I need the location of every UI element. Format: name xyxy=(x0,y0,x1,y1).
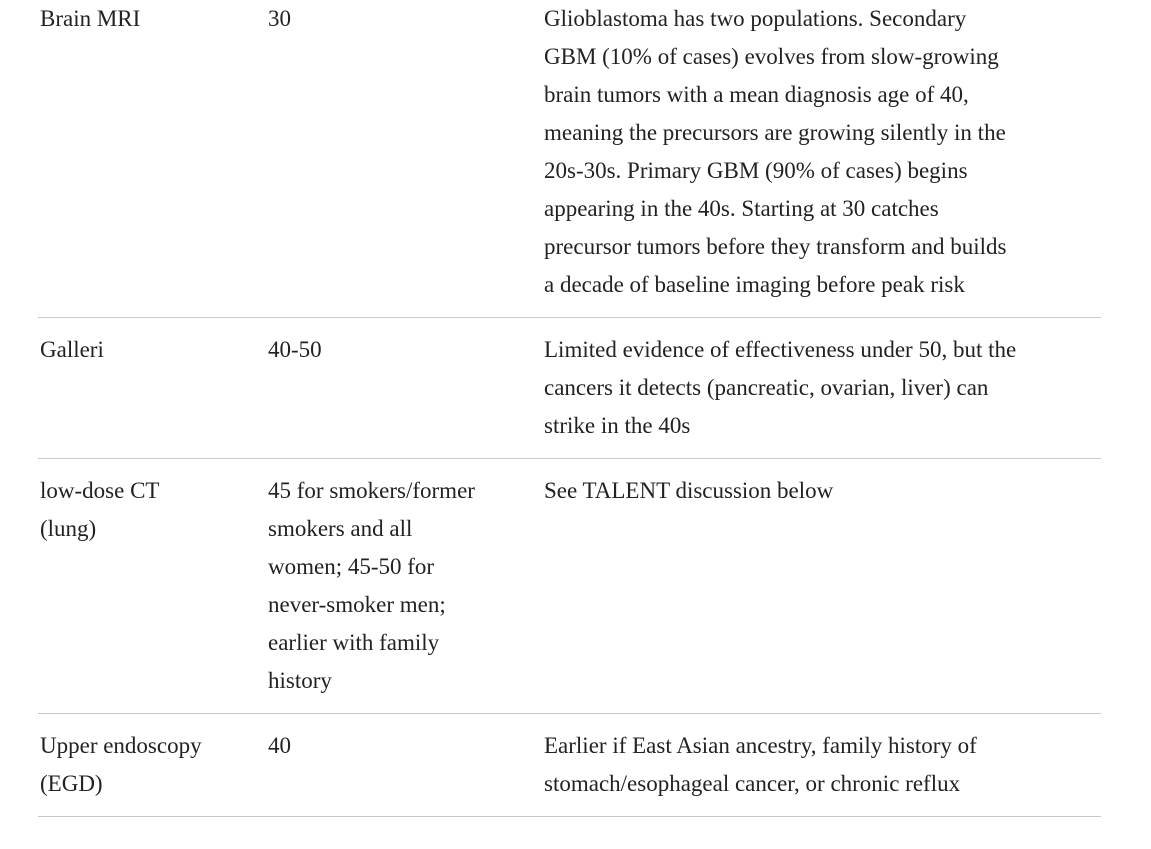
test-name: Brain MRI xyxy=(38,0,266,318)
start-age: 30 xyxy=(266,0,542,318)
rationale: Limited evidence of effectiveness under 50, but the cancers it detects (pancreatic, ovarian, liver) can strike in the 40s xyxy=(542,318,1101,459)
start-age: 40-50 xyxy=(266,318,542,459)
rationale: See TALENT discussion below xyxy=(542,459,1101,714)
table-row xyxy=(38,0,1101,318)
screening-table xyxy=(38,0,1101,817)
test-name: low-dose CT (lung) xyxy=(38,459,266,714)
table-row xyxy=(38,714,1101,817)
rationale: Glioblastoma has two populations. Secondary GBM (10% of cases) evolves from slow-growing brain tumors with a mean diagnosis age of 40, meaning the precursors are growing silently in the 20s-30s. Primary GBM (90% of cases) begins appearing in the 40s. Starting at 30 catches precursor tumors before they transform and builds a decade of baseline imaging before peak risk xyxy=(542,0,1101,318)
start-age: 45 for smokers/former smokers and all women; 45-50 for never-smoker men; earlier with family history xyxy=(266,459,542,714)
test-name: Upper endoscopy (EGD) xyxy=(38,714,266,817)
start-age: 40 xyxy=(266,714,542,817)
test-name: Galleri xyxy=(38,318,266,459)
table-row xyxy=(38,459,1101,714)
table-row xyxy=(38,318,1101,459)
rationale: Earlier if East Asian ancestry, family history of stomach/esophageal cancer, or chronic reflux xyxy=(542,714,1101,817)
